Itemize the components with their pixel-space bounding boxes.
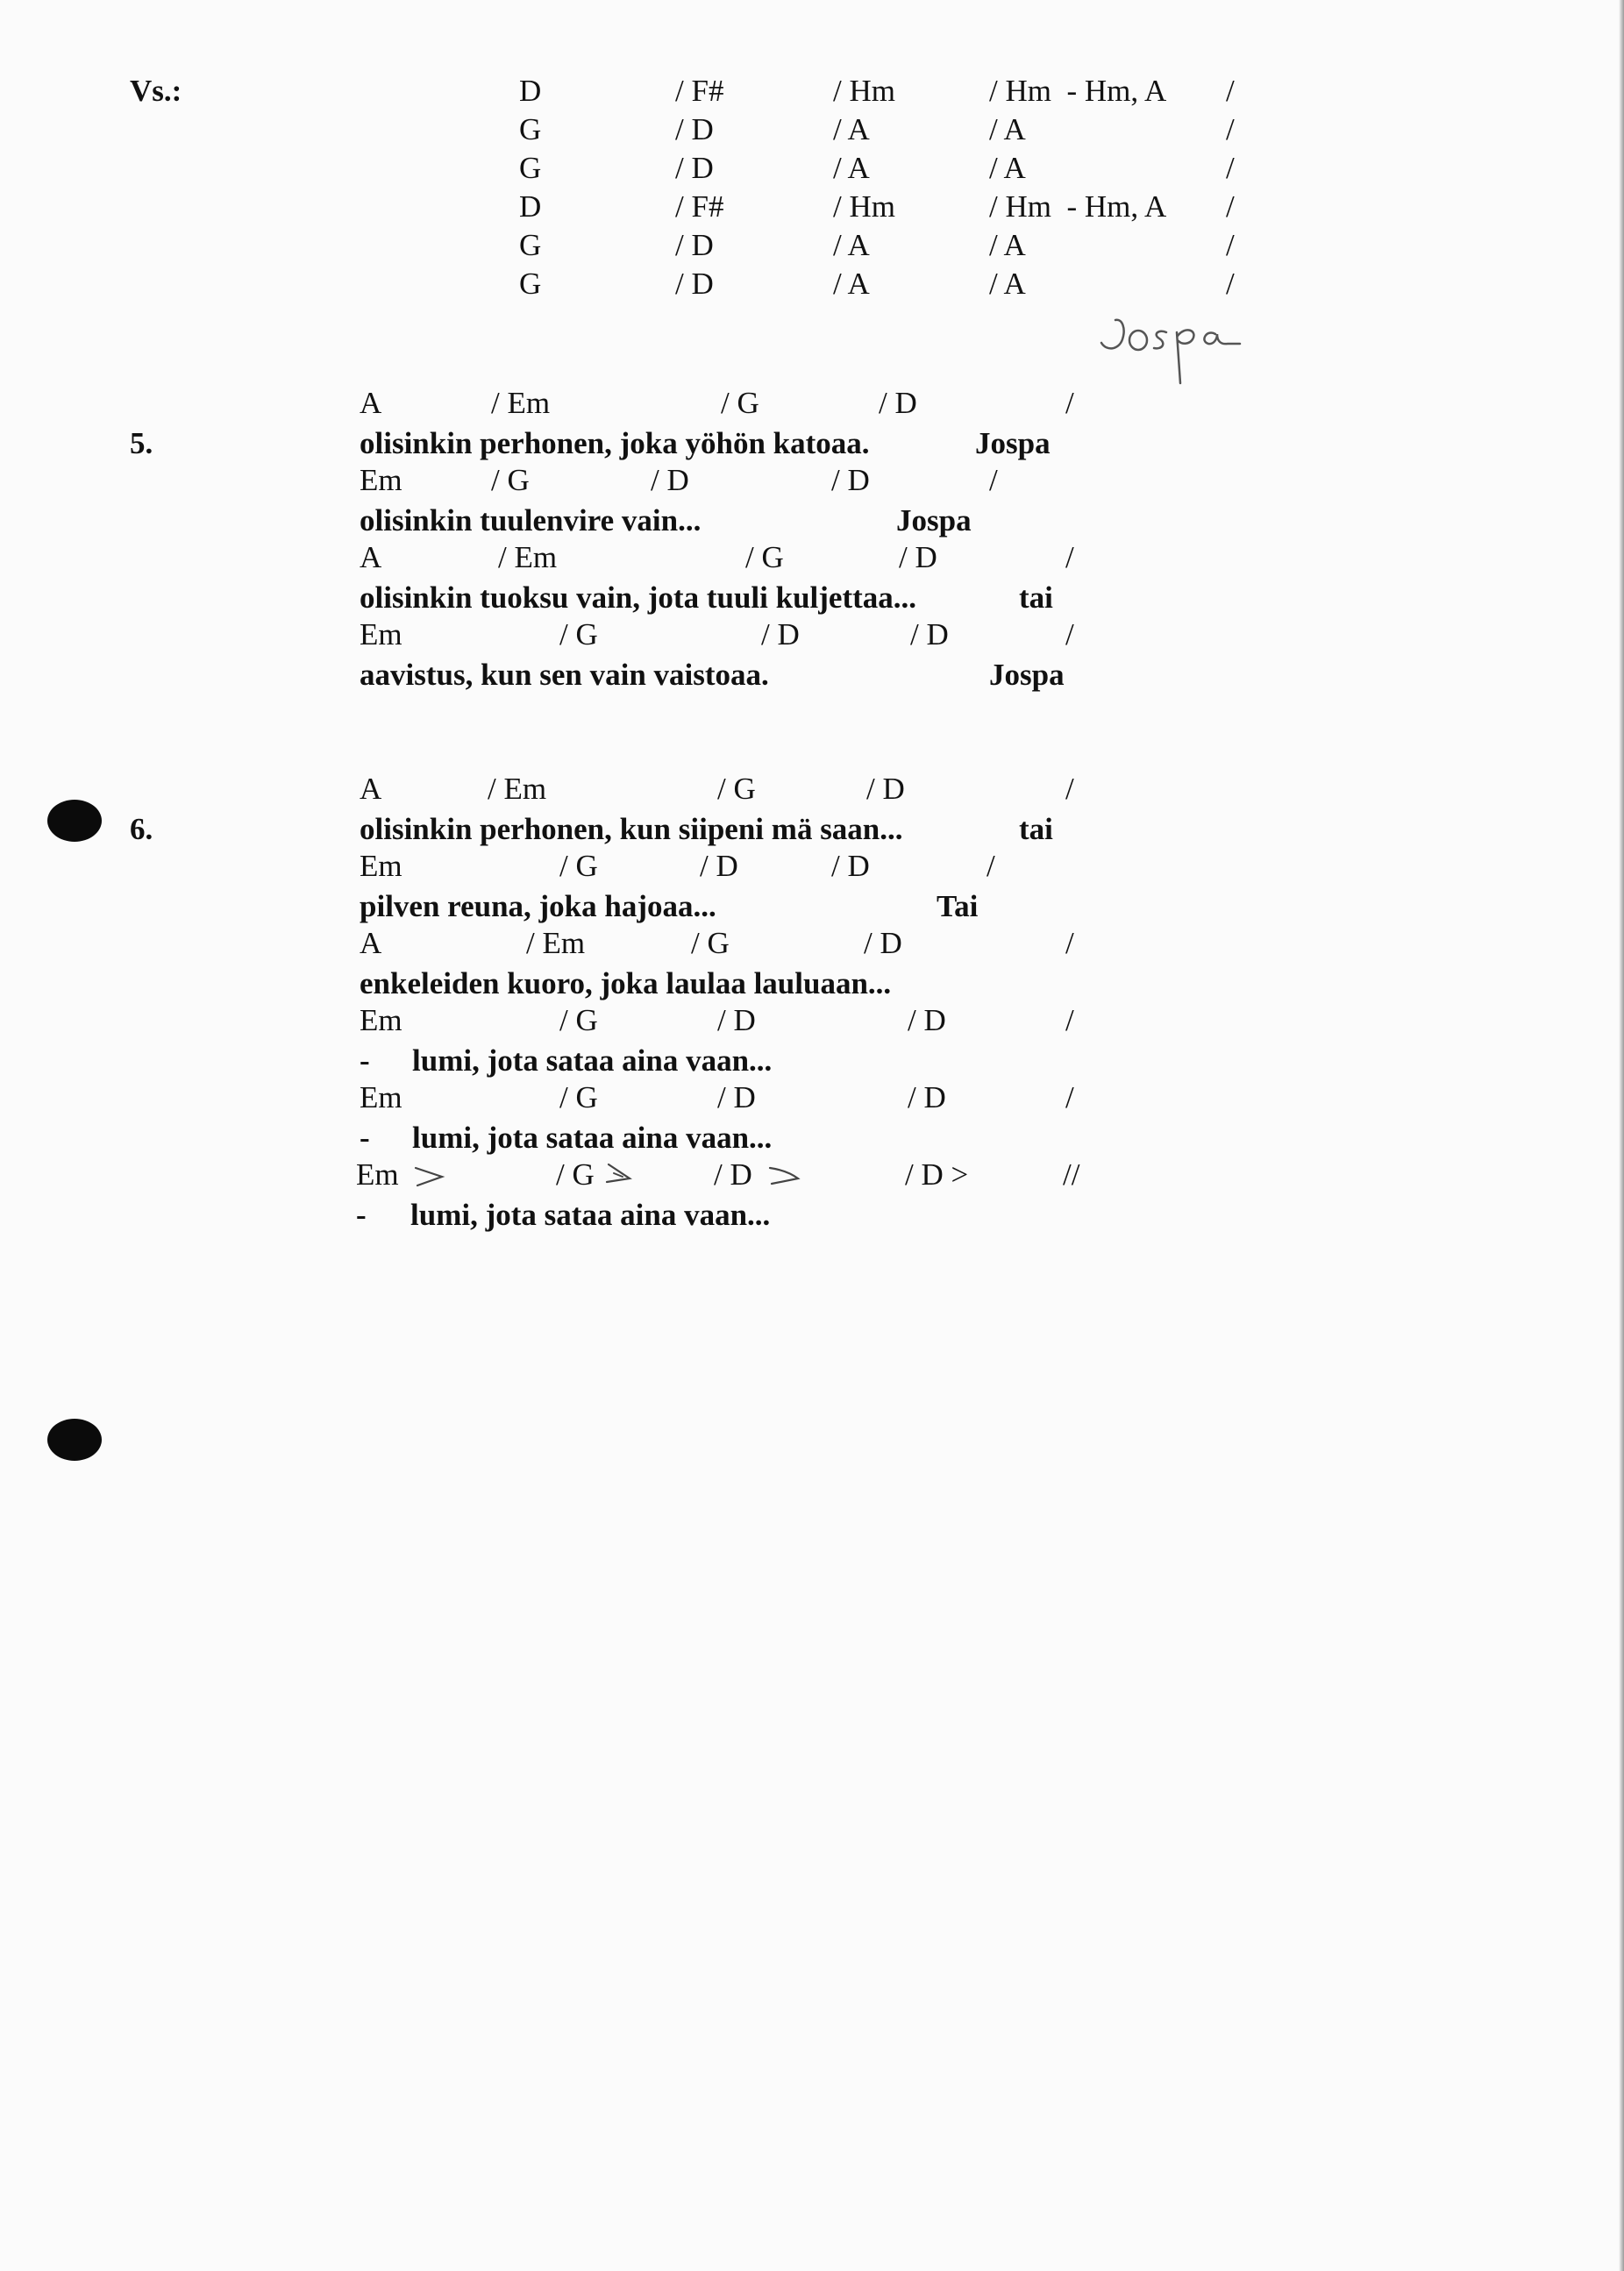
chord: // [1063,1157,1080,1192]
chord: / Em [498,540,558,574]
chord: Em [360,1003,402,1037]
lyric-cue: Jospa [989,658,1065,692]
chord: A [360,386,382,420]
lyric-line: lumi, jota sataa aina vaan... [412,1121,773,1155]
lyric-dash: - [360,1043,370,1078]
chord: Em [356,1157,399,1192]
interlude-chord: / A [989,151,1026,185]
lyric-line: lumi, jota sataa aina vaan... [410,1198,771,1232]
lyric-line: enkeleiden kuoro, joka laulaa lauluaan... [360,966,892,1000]
interlude-chord: / [1226,189,1235,224]
chord: / D [714,1157,752,1192]
chord: / Em [488,772,547,806]
interlude-chord: / F# [675,74,724,108]
interlude-chord: / A [989,112,1026,146]
chord: / G [491,463,530,497]
chord: / D [908,1080,946,1114]
binder-hole-lower [47,1419,102,1461]
page-edge [1619,0,1624,2271]
chord: / G [559,849,598,883]
lyric-cue: Jospa [975,426,1051,460]
chord: / D [864,926,902,960]
chord: / G [721,386,759,420]
chord: Em [360,617,402,651]
interlude-chord: / F# [675,189,724,224]
lyric-line: lumi, jota sataa aina vaan... [412,1043,773,1078]
interlude-chord: / Hm - Hm, A [989,74,1167,108]
interlude-chord: D [519,189,542,224]
interlude-chord: / A [833,151,870,185]
handwritten-accent-mark [766,1161,801,1187]
interlude-chord: / A [833,112,870,146]
chord: / D [899,540,937,574]
lyric-dash: - [356,1198,367,1232]
chord: / [987,849,995,883]
lyric-cue: tai [1019,812,1053,846]
interlude-chord: / [1226,112,1235,146]
binder-hole-upper [47,800,102,842]
interlude-chord: / [1226,267,1235,301]
chord: / Em [491,386,551,420]
chord: / [989,463,998,497]
chord: / G [717,772,756,806]
chord: / G [559,617,598,651]
chord: / [1065,926,1074,960]
chord: Em [360,463,402,497]
chord: / D [910,617,949,651]
chord: / [1065,1003,1074,1037]
verse-5-number: 5. [130,426,153,460]
interlude-chord: G [519,112,542,146]
interlude-chord: / A [833,228,870,262]
lyric-line: olisinkin perhonen, kun siipeni mä saan... [360,812,903,846]
chord: / G [559,1080,598,1114]
chord: A [360,540,382,574]
chord: / [1065,540,1074,574]
interlude-chord: / A [989,267,1026,301]
lyric-cue: tai [1019,580,1053,615]
chord: Em [360,1080,402,1114]
chord: / G [556,1157,595,1192]
lyric-dash: - [360,1121,370,1155]
chord: / [1065,772,1074,806]
chord: A [360,772,382,806]
chord: / D [717,1003,756,1037]
handwritten-accent-mark [412,1163,447,1189]
chord: / D [761,617,800,651]
interlude-chord: / Hm [833,189,895,224]
chord: / G [745,540,784,574]
interlude-chord: / D [675,267,714,301]
chord: / Em [526,926,586,960]
chord: / D [879,386,917,420]
chord: / D [831,463,870,497]
interlude-chord: D [519,74,542,108]
chord: Em [360,849,402,883]
interlude-chord: / D [675,151,714,185]
interlude-chord: / D [675,228,714,262]
chord: / D [908,1003,946,1037]
interlude-chord: / [1226,151,1235,185]
lyric-line: olisinkin tuoksu vain, jota tuuli kuljettaa... [360,580,917,615]
handwritten-note-jospa [1096,311,1245,395]
interlude-chord: / [1226,228,1235,262]
interlude-chord: / Hm [833,74,895,108]
lyric-line: olisinkin tuulenvire vain... [360,503,702,537]
chord: / D [700,849,738,883]
chord: / D [866,772,905,806]
chord: / [1065,1080,1074,1114]
lyric-line: aavistus, kun sen vain vaistoaa. [360,658,769,692]
chord: / [1065,617,1074,651]
interlude-chord: / [1226,74,1235,108]
interlude-chord: / D [675,112,714,146]
lyric-line: olisinkin perhonen, joka yöhön katoaa. [360,426,870,460]
interlude-chord: / A [833,267,870,301]
interlude-chord: / Hm - Hm, A [989,189,1167,224]
verse-6-number: 6. [130,812,153,846]
chord: / [1065,386,1074,420]
interlude-chord: G [519,151,542,185]
chord: A [360,926,382,960]
interlude-chord: G [519,267,542,301]
interlude-label: Vs.: [130,74,182,108]
chord: / D [717,1080,756,1114]
chord: / D [651,463,689,497]
interlude-chord: G [519,228,542,262]
chord: / D > [905,1157,969,1192]
chord: / D [831,849,870,883]
interlude-chord: / A [989,228,1026,262]
lyric-cue: Tai [937,889,979,923]
chord: / G [691,926,730,960]
chord: / G [559,1003,598,1037]
lyric-line: pilven reuna, joka hajoaa... [360,889,716,923]
lyric-cue: Jospa [896,503,972,537]
handwritten-accent-mark [603,1161,638,1187]
